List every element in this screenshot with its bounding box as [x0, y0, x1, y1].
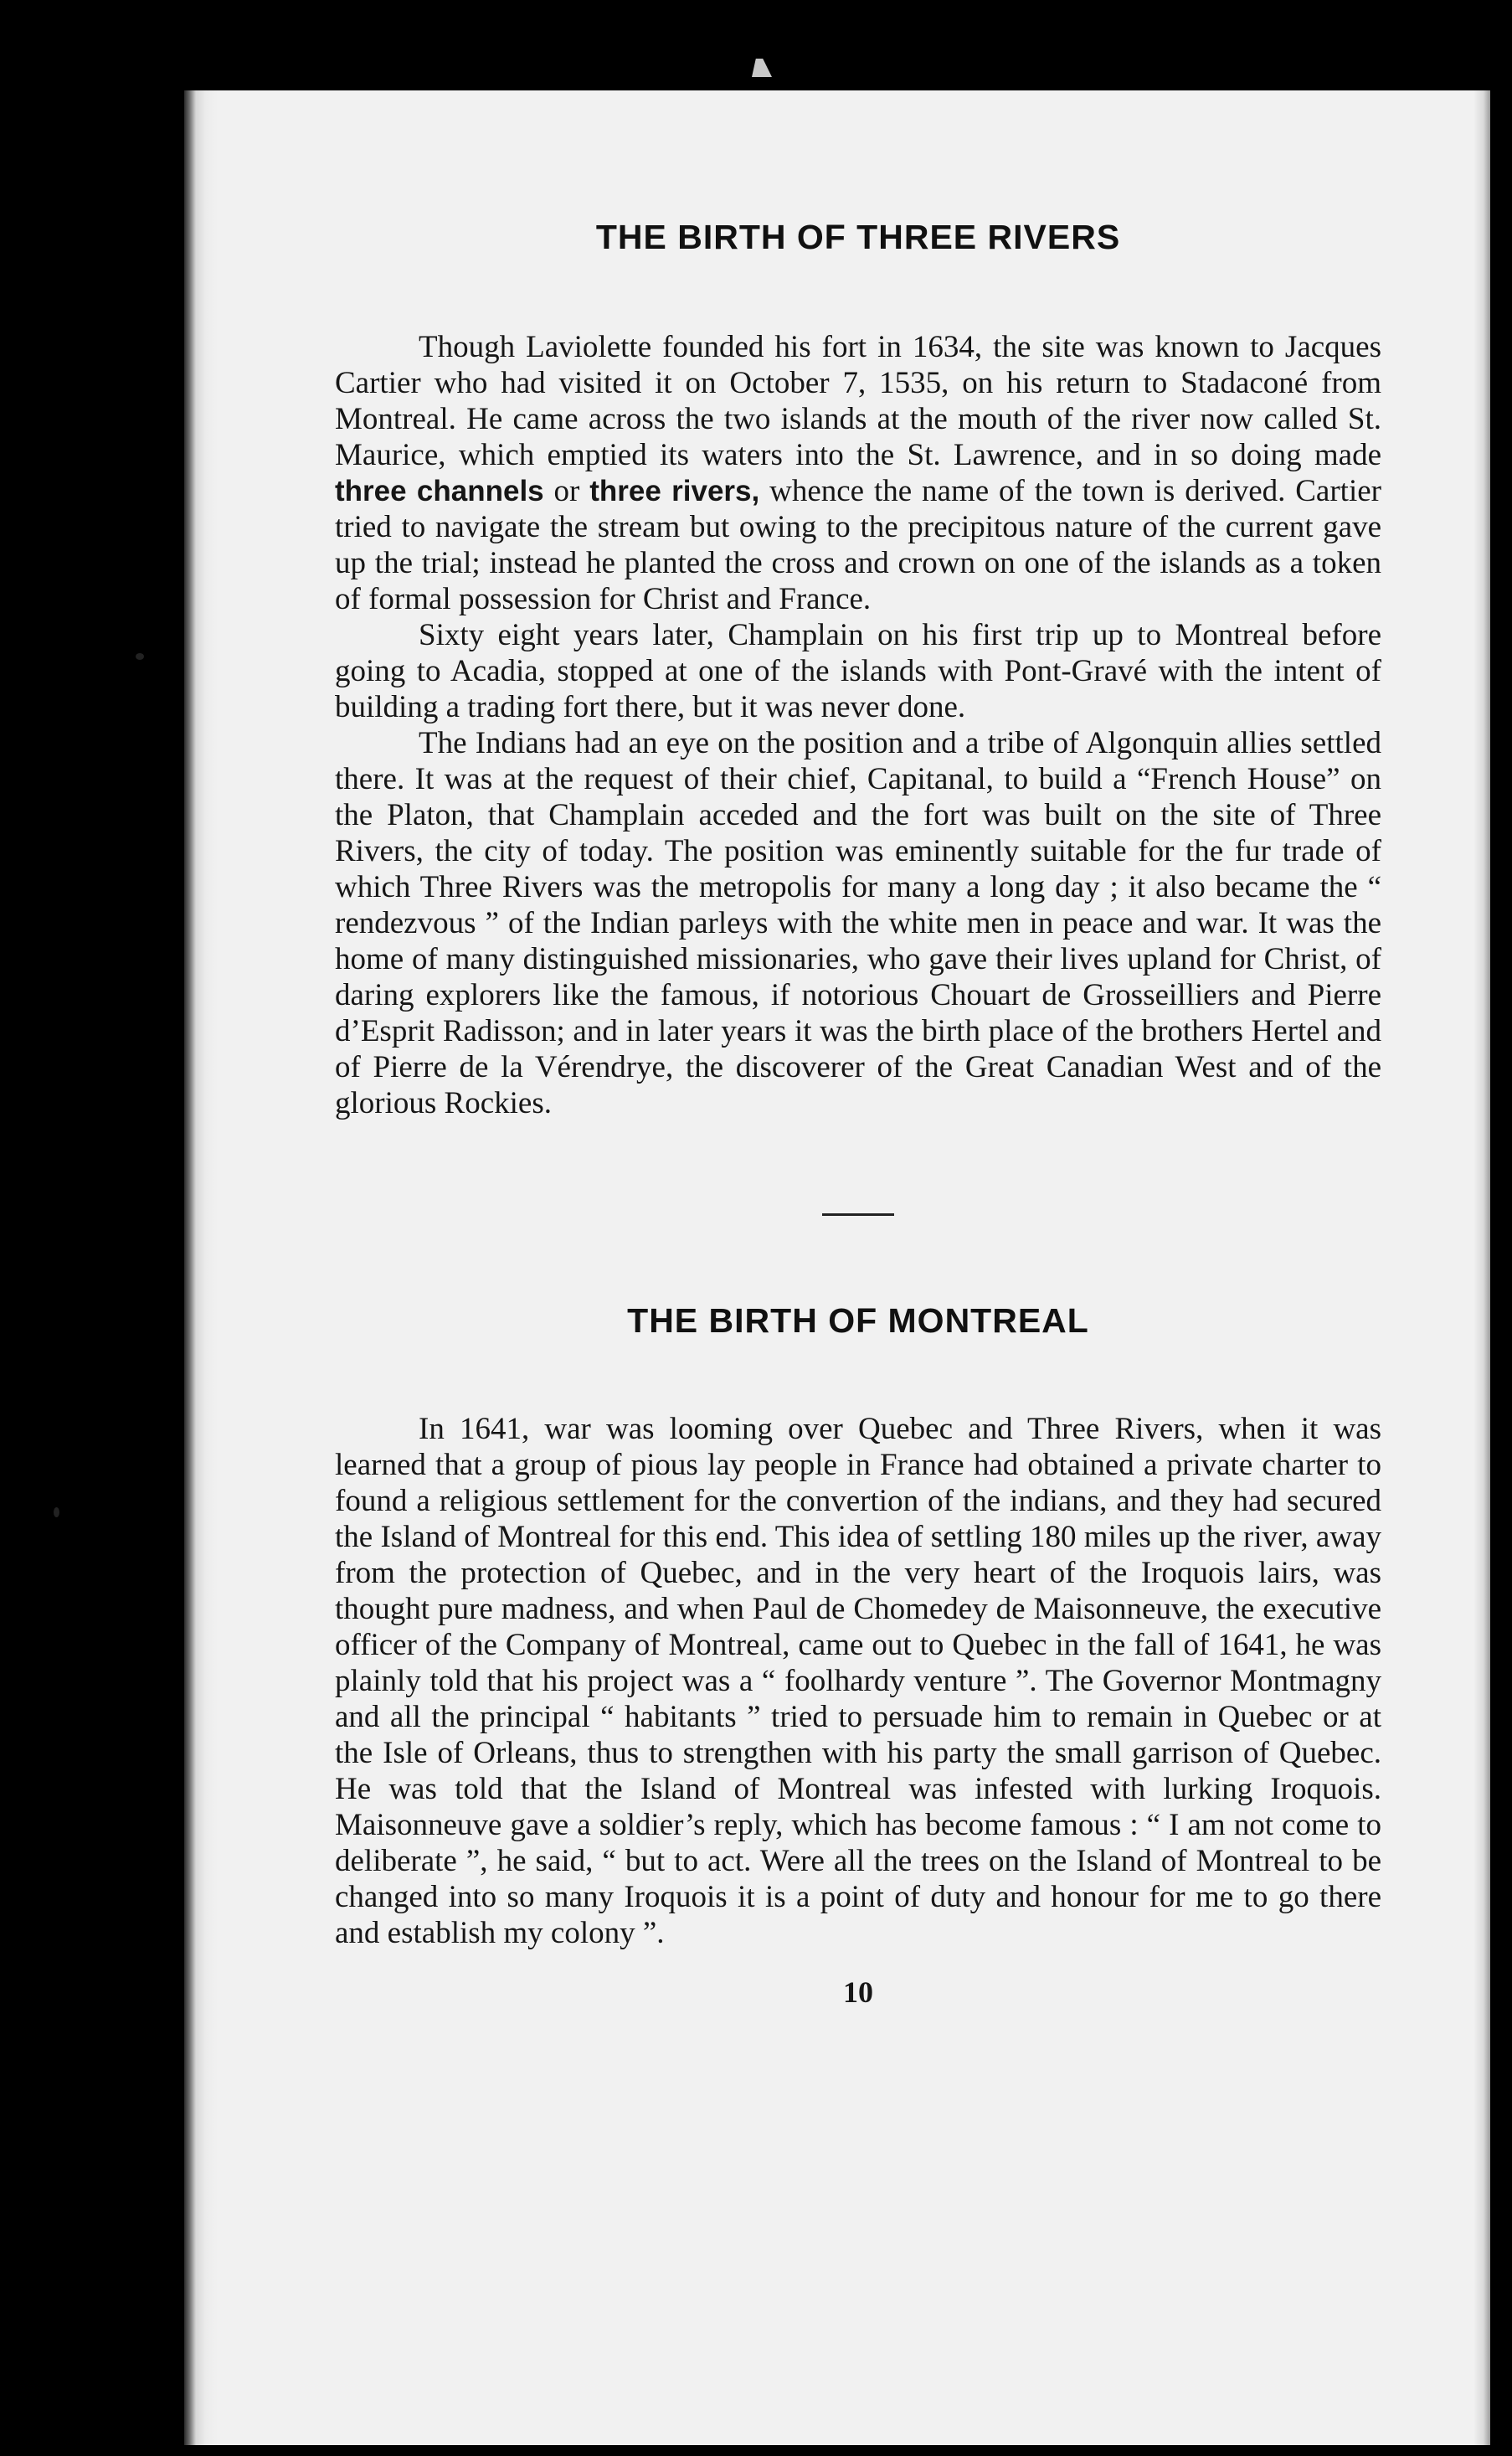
section-divider — [822, 1213, 894, 1216]
paragraph-text: whence the name of the town is derived. Cartier tried to navigate the stream but owing to the precipitous nature of the current gave up the trial; instead he planted the cross and crown on one of the islands as a token of formal possession for Christ and France. — [335, 474, 1381, 616]
scan-speck — [54, 1507, 59, 1517]
paragraph: Sixty eight years later, Champlain on his first trip up to Montreal before going to Acadia, stopped at one of the islands with Pont-Gravé with the intent of building a trading fort there, but it was never done. — [335, 618, 1381, 724]
page-number: 10 — [843, 1975, 873, 2009]
paragraph: In 1641, war was looming over Quebec and Three Rivers, when it was learned that a group of pious lay people in France had obtained a private charter to found a religious settlement for the convertion of the indians, and they had secured the Island of Montreal for this end. This idea of settling 180 miles up the river, away from the protection of Quebec, and in the very heart of the Iroquois lairs, was thought pure madness, and when Paul de Chomedey de Maisonneuve, the executive officer of the Company of Montreal, came out to Quebec in the fall of 1641, he was plainly told that his project was a “ foolhardy venture ”. The Governor Montmagny and all the principal “ habitants ” tried to persuade him to remain in Quebec or at the Isle of Orleans, thus to strengthen with his party the small garrison of Quebec. He was told that the Island of Montreal was infested with lurking Iroquois. Maisonneuve gave a soldier’s reply, which has become famous : “ I am not come to deliberate ”, he said, “ but to act. Were all the trees on the Island of Montreal to be changed into so many Iroquois it is a point of duty and honour for me to go there and establish my colony ”. — [335, 1412, 1381, 1950]
paragraph-text: or — [543, 474, 590, 508]
scan-speck — [136, 653, 144, 660]
section-title-montreal: THE BIRTH OF MONTREAL — [627, 1301, 1089, 1340]
paragraph: The Indians had an eye on the position and a tribe of Algonquin allies settled there. It was at the request of their chief, Capitanal, to build a “French House” on the Platon, that Champlain acceded and the fort was built on the site of Three Rivers, the city of today. The position was eminently suitable for the fur trade of which Three Rivers was the metropolis for many a long day ; it also became the “ rendezvous ” of the Indian parleys with the white men in peace and war. It was the home of many distinguished missionaries, who gave their lives upland for Christ, of daring explorers like the famous, if notorious Chouart de Grosseilliers and Pierre d’Esprit Radisson; and in later years it was the birth place of the brothers Hertel and of Pierre de la Vérendrye, the discoverer of the Great Canadian West and of the glorious Rockies. — [335, 726, 1381, 1120]
bold-phrase: three channels — [335, 475, 544, 507]
page-right-edge — [1473, 90, 1490, 2445]
paragraph — [335, 329, 1381, 617]
page-content — [335, 201, 1381, 2010]
section-title-three-rivers: THE BIRTH OF THREE RIVERS — [595, 218, 1121, 256]
page-binding-edge — [184, 90, 218, 2445]
paragraph-text: Though Laviolette founded his fort in 1634, the site was known to Jacques Cartier who had visited it on October 7, 1535, on his return to Stadaconé from Montreal. He came across the two islands at the mouth of the river now called St. Maurice, which emptied its waters into the St. Lawrence, and in so doing made — [335, 330, 1381, 472]
top-notch-mark — [752, 59, 772, 77]
bold-phrase: three rivers, — [589, 475, 760, 507]
